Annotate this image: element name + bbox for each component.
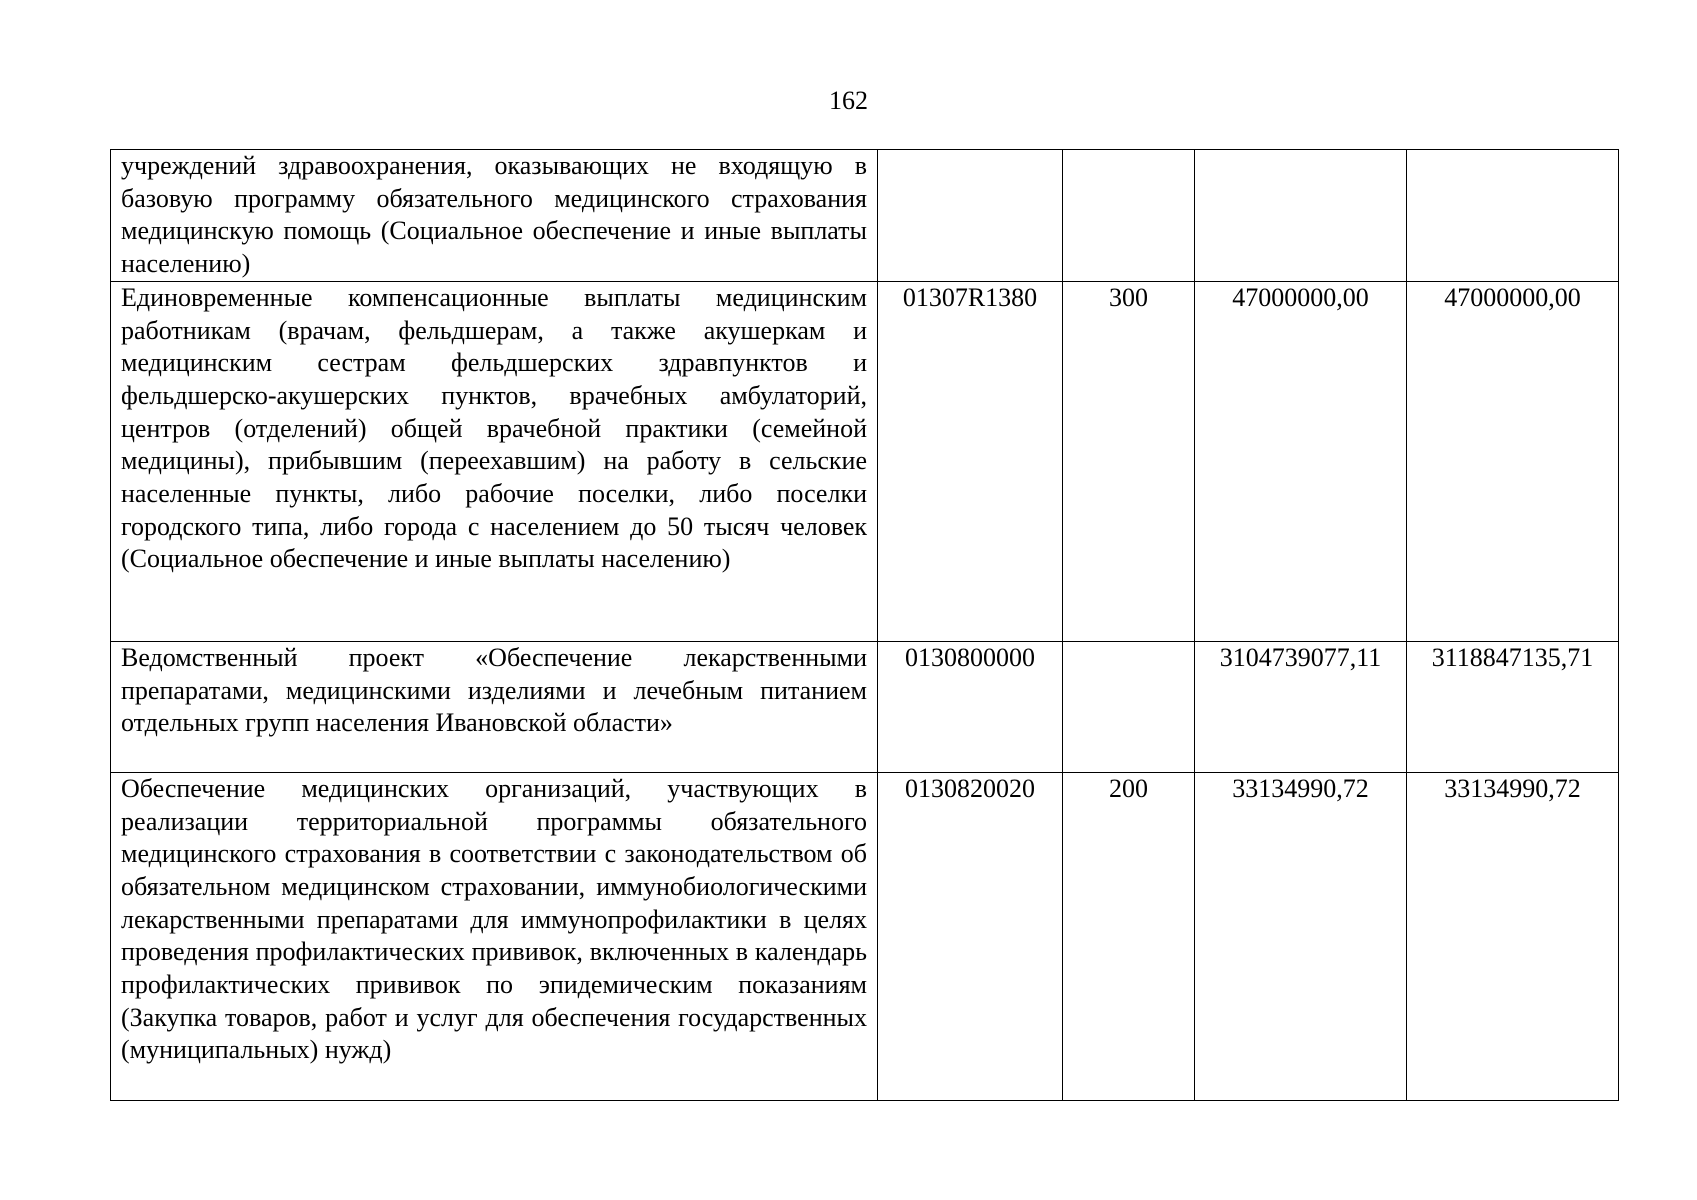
code-cell — [878, 772, 1063, 1100]
amount2-text: 47000000,00 — [1444, 282, 1581, 312]
amount1-text: 47000000,00 — [1232, 282, 1369, 312]
type-cell — [1063, 772, 1195, 1100]
type-text: 300 — [1109, 282, 1148, 312]
amount2-cell — [1407, 641, 1619, 772]
amount1-cell — [1195, 281, 1407, 641]
page-number: 162 — [829, 86, 868, 115]
description-text: Ведомственный проект «Обеспечение лекарственными препаратами, медицинскими изделиями и лечебным питанием отдельных групп населения Ивановской области» — [121, 642, 867, 738]
code-text: 01307R1380 — [902, 282, 1038, 312]
amount2-cell — [1407, 772, 1619, 1100]
amount1-cell — [1195, 150, 1407, 282]
code-cell — [878, 641, 1063, 772]
type-text: 200 — [1109, 773, 1148, 803]
amount1-cell — [1195, 772, 1407, 1100]
amount1-text: 33134990,72 — [1232, 773, 1369, 803]
table-row — [111, 281, 1619, 641]
amount2-cell — [1407, 281, 1619, 641]
description-cell — [111, 281, 878, 641]
description-text: Обеспечение медицинских организаций, участвующих в реализации территориальной программы обязательного медицинского страхования в соответствии с законодательством об обязательном медицинском страховании, иммунобиологическими лекарственными препаратами для иммунопрофилактики в целях проведения профилактических прививок, включенных в календарь профилактических прививок по эпидемическим показаниям (Закупка товаров, работ и услуг для обеспечения государственных (муниципальных) нужд) — [121, 773, 867, 1065]
code-cell — [878, 150, 1063, 282]
description-text: учреждений здравоохранения, оказывающих не входящую в базовую программу обязательного медицинского страхования медицинскую помощь (Социальное обеспечение и иные выплаты населению) — [121, 151, 867, 279]
type-cell — [1063, 150, 1195, 282]
description-cell — [111, 772, 878, 1100]
table-row — [111, 641, 1619, 772]
description-cell — [111, 641, 878, 772]
code-cell — [878, 281, 1063, 641]
description-cell — [111, 150, 878, 282]
code-text: 0130820020 — [905, 773, 1035, 803]
amount1-text: 3104739077,11 — [1219, 642, 1382, 672]
table-row — [111, 772, 1619, 1100]
amount1-cell — [1195, 641, 1407, 772]
budget-table — [110, 149, 1619, 1101]
type-cell — [1063, 281, 1195, 641]
amount2-cell — [1407, 150, 1619, 282]
code-text: 0130800000 — [905, 642, 1035, 672]
amount2-text: 3118847135,71 — [1431, 642, 1594, 672]
description-text: Единовременные компенсационные выплаты медицинским работникам (врачам, фельдшерам, а также акушеркам и медицинским сестрам фельдшерских здравпунктов и фельдшерско-акушерских пунктов, врачебных амбулаторий, центров (отделений) общей врачебной практики (семейной медицины), прибывшим (переехавшим) на работу в сельские населенные пункты, либо рабочие поселки, либо поселки городского типа, либо города с населением до 50 тысяч человек (Социальное обеспечение и иные выплаты населению) — [121, 282, 867, 574]
amount2-text: 33134990,72 — [1444, 773, 1581, 803]
table-row — [111, 150, 1619, 282]
type-cell — [1063, 641, 1195, 772]
